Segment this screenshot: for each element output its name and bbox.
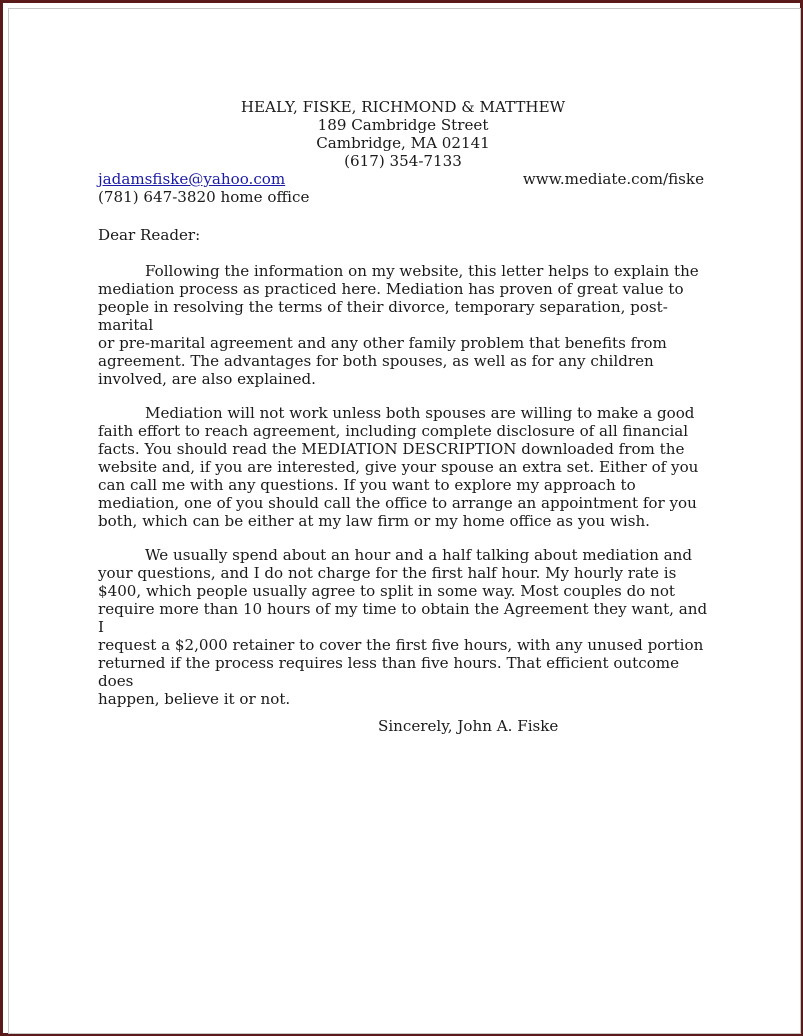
letterhead: [98, 98, 708, 170]
firm-name: HEALY, FISKE, RICHMOND & MATTHEW: [240, 98, 566, 116]
city-state-zip: Cambridge, MA 02141: [316, 134, 490, 152]
paragraph-3: We usually spend about an hour and a half talking about mediation and your questions, and I do not charge for the first half hour. My hourly rate is $400, which people usually agree to split in some way. Most couples do not require more than 10 hours of my time to obtain the Agreement they want, and I request a $2,000 retainer to cover the first five hours, with any unused portion returned if the process requires less than five hours. That efficient outcome does happen, believe it or not.: [98, 546, 708, 708]
contact-row: [98, 170, 708, 188]
website-link[interactable]: www.mediate.com/fiske: [522, 170, 704, 188]
street-address: 189 Cambridge Street: [317, 116, 489, 134]
letter-page: [98, 98, 708, 735]
home-phone: (781) 647-3820 home office: [98, 188, 310, 206]
greeting: Dear Reader:: [98, 226, 201, 244]
office-phone: (617) 354-7133: [344, 152, 462, 170]
paragraph-1: Following the information on my website, this letter helps to explain the mediation process as practiced here. Mediation has proven of great value to people in resolving the terms of their divorce, temporary separation, post-marital or pre-marital agreement and any other family problem that benefits from agreement. The advantages for both spouses, as well as for any children involved, are also explained.: [98, 262, 699, 388]
email-link[interactable]: jadamsfiske@yahoo.com: [98, 170, 286, 188]
closing-signature: Sincerely, John A. Fiske: [378, 717, 559, 735]
paragraph-2: Mediation will not work unless both spouses are willing to make a good faith effort to reach agreement, including complete disclosure of all financial facts. You should read the MEDIATION DESCRIPTION downloaded from the website and, if you are interested, give your spouse an extra set. Either of you can call me with any questions. If you want to explore my approach to mediation, one of you should call the office to arrange an appointment for you both, which can be either at my law firm or my home office as you wish.: [98, 404, 699, 530]
